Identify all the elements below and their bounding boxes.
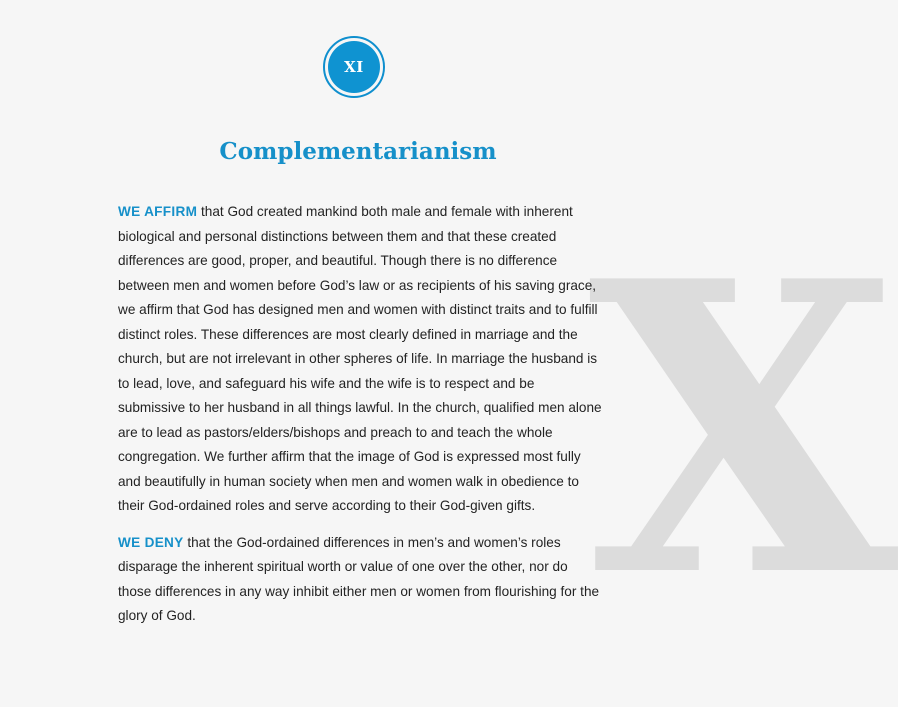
article-body (118, 200, 602, 641)
affirm-paragraph (118, 200, 602, 519)
deny-text: that the God-ordained differences in men’s and women’s roles disparage the inherent spiritual worth or value of one over the other, nor do those differences in any way inhibit either men or women from flourishing for the glory of God. (118, 534, 600, 623)
section-number-badge (323, 36, 385, 98)
deny-paragraph (118, 531, 602, 629)
section-number: XI (328, 41, 380, 93)
deny-lead: WE DENY (118, 534, 184, 550)
affirm-text: that God created mankind both male and female with inherent biological and personal distinctions between them and that these created differences are good, proper, and beautiful. Though there is no difference between men and women before God’s law or as recipients of his saving grace, we affirm that God has designed men and women with distinct traits and to fulfill distinct roles. These differences are most clearly defined in marriage and the church, but are not irrelevant in other spheres of life. In marriage the husband is to lead, love, and safeguard his wife and the wife is to respect and be submissive to her husband in all things lawful. In the church, qualified men alone are to lead as pastors/elders/bishops and preach to and teach the whole congregation. We further affirm that the image of God is expressed most fully and beautifully in human society when men and women walk in obedience to their God-ordained roles and serve according to their God-given gifts. (118, 204, 602, 513)
watermark-numeral: X (588, 195, 898, 665)
affirm-lead: WE AFFIRM (118, 204, 198, 219)
section-title: Complementarianism (219, 138, 497, 165)
